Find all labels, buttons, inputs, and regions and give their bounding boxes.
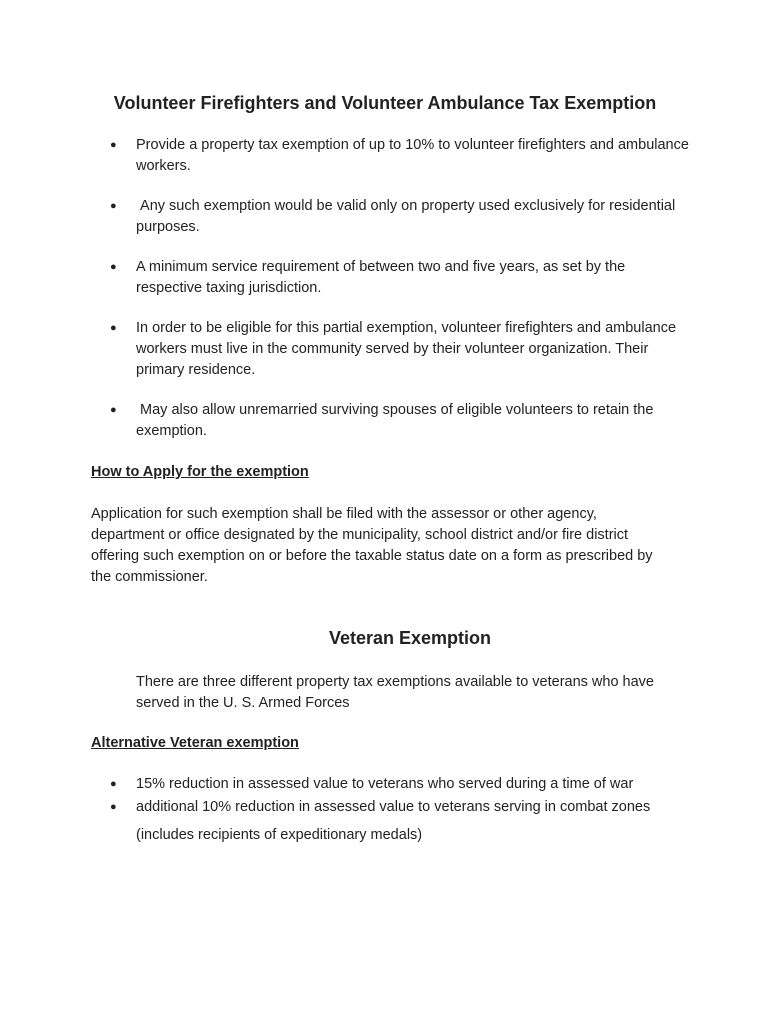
bullet-icon: ●	[110, 778, 117, 790]
list-item-text: In order to be eligible for this partial exemption, volunteer firefighters and ambulance workers must live in the community served by their volunteer organization. Their primary residence.	[136, 320, 677, 378]
veteran-section-title: Veteran Exemption	[328, 628, 492, 648]
list-item	[110, 196, 690, 238]
list-item	[110, 135, 690, 177]
how-to-apply-heading: How to Apply for the exemption	[91, 464, 309, 480]
list-item-text: Provide a property tax exemption of up to 10% to volunteer firefighters and ambulance workers.	[136, 137, 689, 174]
list-item	[110, 797, 690, 818]
bullet-icon: ●	[110, 261, 117, 273]
list-item-text: additional 10% reduction in assessed value to veterans serving in combat zones	[136, 799, 651, 815]
bullet-icon: ●	[110, 139, 117, 151]
list-item	[110, 257, 690, 299]
list-item-text: Any such exemption would be valid only on property used exclusively for residential purposes.	[136, 198, 680, 235]
veteran-bullet-list	[110, 774, 690, 820]
list-item-text: May also allow unremarried surviving spouses of eligible volunteers to retain the exemption.	[136, 402, 658, 439]
list-item	[110, 774, 690, 795]
volunteer-bullet-list	[110, 135, 690, 461]
list-item-text: A minimum service requirement of between two and five years, as set by the respective taxing jurisdiction.	[136, 259, 626, 296]
alternative-veteran-heading: Alternative Veteran exemption	[91, 735, 299, 751]
page-title: Volunteer Firefighters and Volunteer Ambulance Tax Exemption	[113, 93, 657, 113]
how-to-apply-text: Application for such exemption shall be filed with the assessor or other agency, department or office designated by the municipality, school district and/or fire district offering such exemption on or before the taxable status date on a form as prescribed by the commissioner.	[91, 506, 653, 585]
bullet-icon: ●	[110, 322, 117, 334]
bullet-icon: ●	[110, 801, 117, 813]
veteran-intro-text: There are three different property tax exemptions available to veterans who have served in the U. S. Armed Forces	[136, 674, 654, 711]
list-item	[110, 318, 690, 381]
veteran-bullet-continuation: (includes recipients of expeditionary medals)	[136, 827, 423, 843]
bullet-icon: ●	[110, 404, 117, 416]
list-item	[110, 400, 690, 442]
bullet-icon: ●	[110, 200, 117, 212]
list-item-text: 15% reduction in assessed value to veterans who served during a time of war	[136, 776, 634, 792]
